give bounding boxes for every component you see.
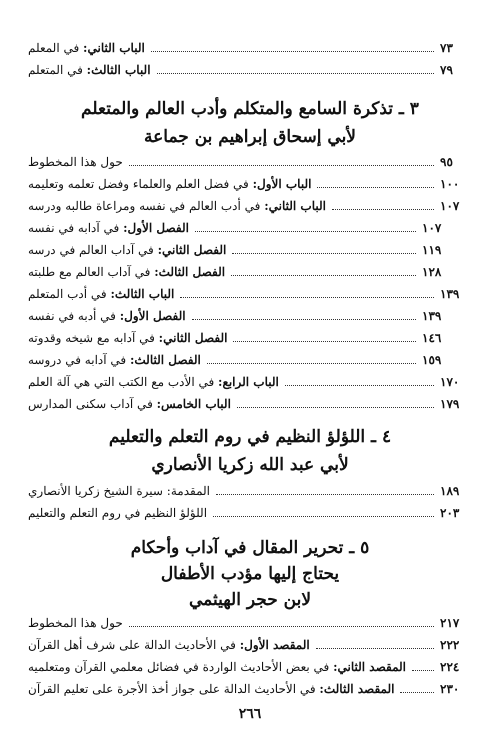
page-ref: ١٥٩: [422, 353, 442, 367]
toc-entry: [28, 678, 468, 700]
page-ref: ٢٣٠: [440, 682, 460, 696]
page-ref: ٧٣: [440, 41, 453, 55]
entry-text: المقصد الثالث: في الأحاديث الدالة على جواز أخذ الأجرة على تعليم القرآن: [28, 682, 395, 696]
page-ref: ١٢٨: [422, 265, 442, 279]
dot-leader: [316, 648, 434, 649]
dot-leader: [332, 209, 434, 210]
toc-entry: [28, 37, 468, 59]
page-number: ٢٦٦: [238, 706, 262, 722]
page-ref: ١٤٦: [422, 331, 442, 345]
toc-entry: [28, 217, 450, 239]
toc-entry: [28, 371, 468, 393]
section-title-line2: يحتاج إليها مؤدب الأطفال: [160, 564, 340, 584]
toc-entry: [28, 349, 450, 371]
entry-text: المقصد الثاني: في بعض الأحاديث الواردة في فضائل معلمي القرآن ومتعلميه: [28, 660, 407, 674]
dot-leader: [317, 187, 434, 188]
entry-text: الباب الرابع: في الأدب مع الكتب التي هي آلة العلم: [28, 375, 279, 389]
page-ref: ٧٩: [440, 63, 453, 77]
page-ref: ١١٩: [422, 243, 442, 257]
section-title: ٥ ـ تحرير المقال في آداب وأحكام: [130, 538, 370, 558]
toc-entry: [28, 283, 468, 305]
entry-text: حول هذا المخطوط: [28, 616, 123, 630]
dot-leader: [285, 385, 434, 386]
toc-entry: [28, 612, 468, 634]
dot-leader: [195, 231, 416, 232]
toc-entry: [28, 173, 468, 195]
section-title: ٣ ـ تذكرة السامع والمتكلم وأدب العالم والمتعلم: [81, 99, 419, 119]
dot-leader: [412, 670, 434, 671]
entry-text: المقدمة: سيرة الشيخ زكريا الأنصاري: [28, 484, 210, 498]
dot-leader: [216, 494, 434, 495]
page-ref: ١٣٩: [440, 287, 460, 301]
dot-leader: [151, 51, 434, 52]
section-title: ٤ ـ اللؤلؤ النظيم في روم التعلم والتعليم: [108, 427, 392, 447]
page-ref: ١٧٠: [440, 375, 460, 389]
section-author: لأبي عبد الله زكريا الأنصاري: [151, 455, 349, 475]
toc-entry: [28, 59, 468, 81]
page-ref: ٢٢٤: [440, 660, 460, 674]
entry-text: المقصد الأول: في الأحاديث الدالة على شرف أهل القرآن: [28, 638, 310, 652]
entry-text: الباب الثاني: في المعلم: [28, 41, 145, 55]
toc-entry: [28, 656, 468, 678]
page-ref: ١٧٩: [440, 397, 460, 411]
toc-entry: [28, 327, 450, 349]
entry-text: الفصل الثاني: في آداب العالم في درسه: [28, 243, 227, 257]
toc-entry: [28, 239, 450, 261]
toc-entry: [28, 502, 468, 524]
toc-entry: [28, 261, 450, 283]
entry-text: الفصل الثالث: في آدابه في دروسه: [28, 353, 201, 367]
entry-text: الباب الثالث: في المتعلم: [28, 63, 151, 77]
dot-leader: [192, 319, 416, 320]
entry-text: اللؤلؤ النظيم في روم التعلم والتعليم: [28, 506, 208, 520]
entry-text: الفصل الثالث: في آداب العالم مع طلبته: [28, 265, 226, 279]
dot-leader: [233, 341, 416, 342]
page-ref: ١٠٧: [440, 199, 460, 213]
entry-text: الباب الثاني: في أدب العالم في نفسه ومراعاة طالبه ودرسه: [28, 199, 326, 213]
page-ref: ١٣٩: [422, 309, 442, 323]
dot-leader: [129, 165, 434, 166]
page-ref: ١٠٠: [440, 177, 460, 191]
dot-leader: [157, 73, 434, 74]
toc-entry: [28, 634, 468, 656]
page-ref: ٩٥: [440, 155, 453, 169]
toc-entry: [28, 480, 468, 502]
entry-text: الباب الخامس: في آداب سكنى المدارس: [28, 397, 231, 411]
section-author: لابن حجر الهيثمي: [188, 590, 312, 610]
page-ref: ٢١٧: [440, 616, 460, 630]
page-ref: ١٠٧: [422, 221, 442, 235]
toc-entry: [28, 393, 468, 415]
entry-text: الفصل الأول: في أدبه في نفسه: [28, 309, 186, 323]
dot-leader: [231, 275, 416, 276]
toc-entry: [28, 305, 450, 327]
toc-entry: [28, 195, 468, 217]
entry-text: الفصل الأول: في آدابه في نفسه: [28, 221, 189, 235]
dot-leader: [129, 626, 434, 627]
toc-entry: [28, 151, 468, 173]
entry-text: الباب الثالث: في أدب المتعلم: [28, 287, 175, 301]
entry-text: حول هذا المخطوط: [28, 155, 123, 169]
section-author: لأبي إسحاق إبراهيم بن جماعة: [144, 127, 356, 147]
entry-text: الفصل الثاني: في آدابه مع شيخه وقدوته: [28, 331, 228, 345]
dot-leader: [213, 516, 434, 517]
dot-leader: [400, 692, 434, 693]
entry-text: الباب الأول: في فضل العلم والعلماء وفضل تعلمه وتعليمه: [28, 177, 312, 191]
dot-leader: [180, 297, 434, 298]
page-ref: ٢٢٢: [440, 638, 460, 652]
dot-leader: [237, 407, 434, 408]
dot-leader: [207, 363, 416, 364]
page-ref: ١٨٩: [440, 484, 460, 498]
page-ref: ٢٠٣: [440, 506, 460, 520]
dot-leader: [232, 253, 416, 254]
